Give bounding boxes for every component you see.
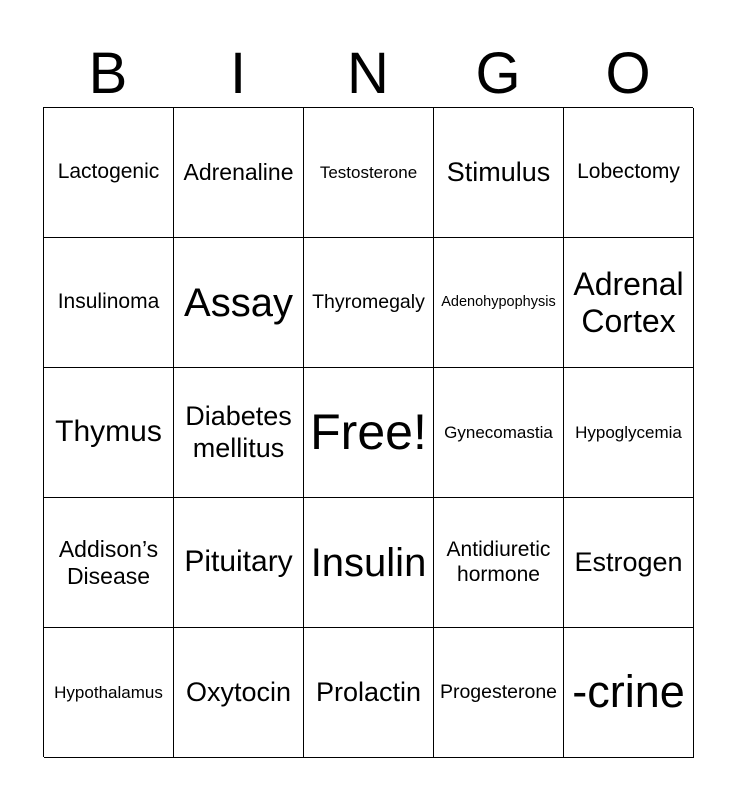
- bingo-cell[interactable]: [304, 498, 434, 628]
- bingo-cell[interactable]: [564, 108, 694, 238]
- cell-text: Antidiuretic hormone: [446, 538, 551, 586]
- cell-text: Progesterone: [439, 681, 558, 704]
- cell-text: Adrenaline: [183, 159, 294, 186]
- cell-text: Assay: [184, 280, 293, 325]
- cell-text: -crine: [572, 666, 685, 718]
- cell-text: Stimulus: [446, 156, 551, 187]
- bingo-cell[interactable]: [564, 368, 694, 498]
- header-letter-g: G: [475, 41, 521, 106]
- free-space-text: Free!: [310, 403, 427, 460]
- cell-text: Estrogen: [574, 546, 683, 577]
- bingo-cell[interactable]: [44, 498, 174, 628]
- bingo-cell[interactable]: [434, 368, 564, 498]
- cell-text: Prolactin: [315, 676, 422, 707]
- bingo-cell[interactable]: [44, 368, 174, 498]
- bingo-cell[interactable]: [434, 628, 564, 758]
- cell-text: Gynecomastia: [444, 422, 553, 442]
- bingo-header: [43, 40, 693, 108]
- cell-text: Insulinoma: [57, 290, 160, 314]
- bingo-cell[interactable]: [304, 238, 434, 368]
- cell-text: Adenohypophysis: [441, 294, 556, 311]
- cell-text: Insulin: [310, 540, 427, 585]
- bingo-cell[interactable]: [304, 108, 434, 238]
- cell-text: Hypoglycemia: [575, 422, 682, 442]
- cell-text: Pituitary: [184, 545, 293, 579]
- bingo-cell[interactable]: [564, 498, 694, 628]
- bingo-cell[interactable]: [434, 108, 564, 238]
- cell-text: Thymus: [55, 415, 162, 449]
- cell-text: Diabetes mellitus: [185, 401, 292, 463]
- bingo-cell[interactable]: [174, 628, 304, 758]
- bingo-cell[interactable]: [564, 628, 694, 758]
- bingo-cell[interactable]: [44, 108, 174, 238]
- bingo-cell[interactable]: [304, 628, 434, 758]
- bingo-cell[interactable]: [434, 498, 564, 628]
- cell-text: Testosterone: [319, 162, 418, 182]
- bingo-board: [43, 107, 693, 757]
- cell-text: Hypothalamus: [54, 682, 163, 702]
- cell-text: Addison’s Disease: [58, 536, 159, 589]
- free-space-cell[interactable]: [304, 368, 434, 498]
- header-letter-b: B: [88, 41, 128, 106]
- bingo-cell[interactable]: [174, 108, 304, 238]
- cell-text: Oxytocin: [185, 676, 292, 707]
- header-letter-n: N: [347, 41, 389, 106]
- cell-text: Lobectomy: [577, 160, 680, 184]
- header-letter-i: I: [229, 41, 247, 106]
- bingo-cell[interactable]: [44, 628, 174, 758]
- cell-text: Adrenal Cortex: [573, 265, 684, 339]
- bingo-cell[interactable]: [174, 498, 304, 628]
- cell-text: Thyromegaly: [312, 291, 425, 314]
- bingo-cell[interactable]: [174, 368, 304, 498]
- bingo-cell[interactable]: [564, 238, 694, 368]
- header-letter-o: O: [605, 41, 651, 106]
- bingo-cell[interactable]: [174, 238, 304, 368]
- bingo-cell[interactable]: [434, 238, 564, 368]
- cell-text: Lactogenic: [57, 160, 160, 184]
- bingo-cell[interactable]: [44, 238, 174, 368]
